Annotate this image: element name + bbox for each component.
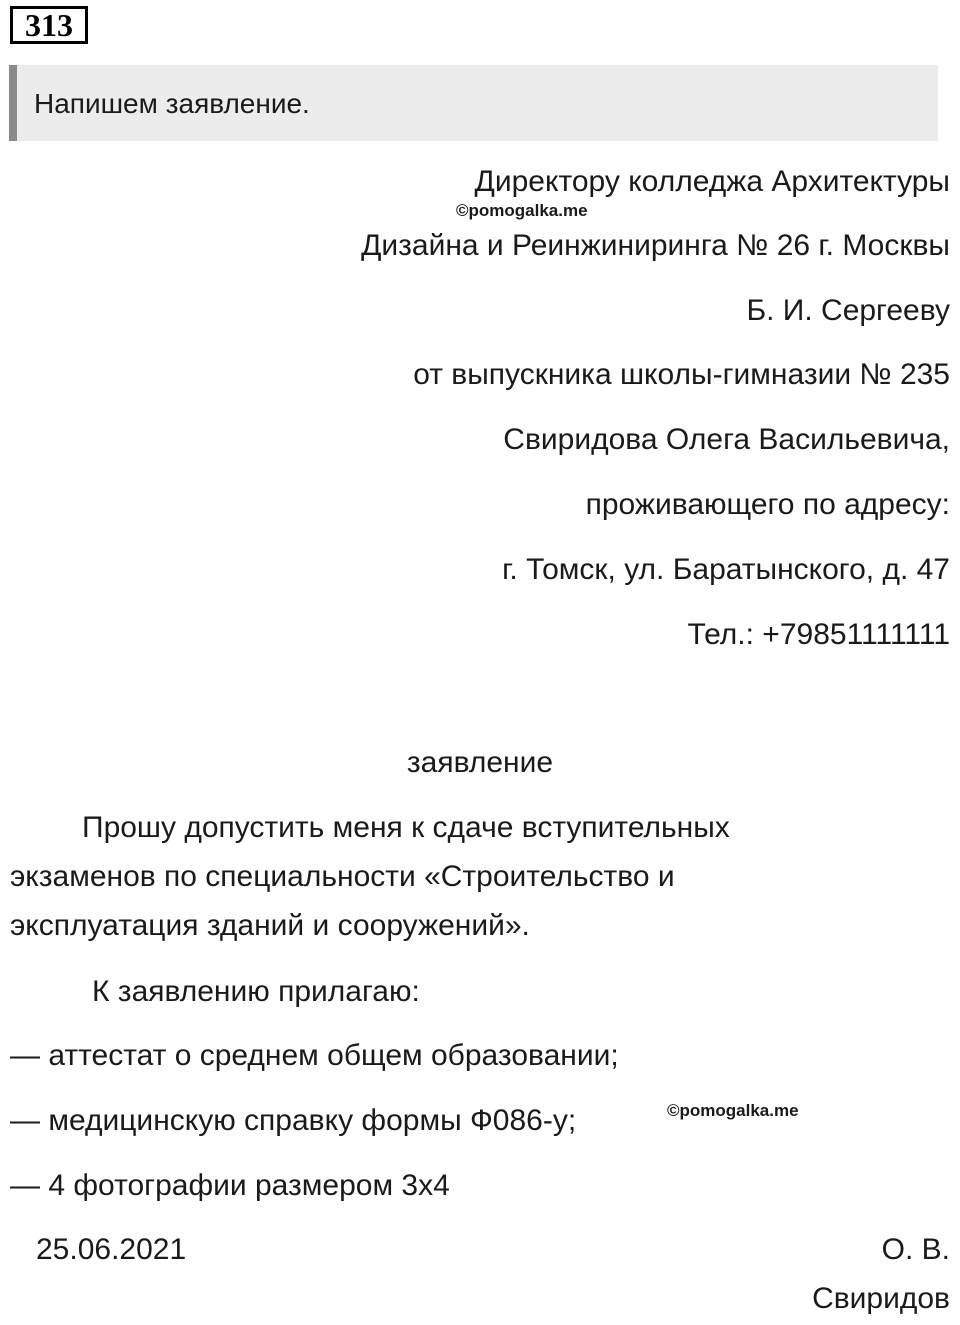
- addressee-name: Б. И. Сергееву: [746, 294, 950, 327]
- body-line-1: Прошу допустить меня к сдаче вступительных: [82, 811, 730, 844]
- document-date: 25.06.2021: [36, 1233, 187, 1266]
- intro-banner: Напишем заявление.: [9, 65, 938, 141]
- signature-initials: О. В.: [881, 1233, 950, 1266]
- attachments-intro: К заявлению прилагаю:: [92, 975, 420, 1008]
- sender-address: г. Томск, ул. Баратынского, д. 47: [502, 553, 950, 586]
- watermark-bottom: ©pomogalka.me: [667, 1101, 799, 1120]
- sender-phone: Тел.: +79851111111: [687, 618, 950, 651]
- sender-name: Свиридова Олега Васильевича,: [503, 423, 950, 456]
- sender-address-label: проживающего по адресу:: [585, 488, 950, 521]
- addressee-line-1: Директору колледжа Архитектуры: [474, 165, 950, 198]
- attachment-item: — медицинскую справку формы Ф086-у;: [10, 1104, 577, 1137]
- attachment-item: — аттестат о среднем общем образовании;: [10, 1039, 619, 1072]
- signature-surname: Свиридов: [812, 1282, 950, 1315]
- body-line-2: экзаменов по специальности «Строительство и: [10, 860, 675, 893]
- sender-line-1: от выпускника школы-гимназии № 235: [413, 358, 950, 391]
- document-title: заявление: [406, 746, 554, 779]
- task-number-badge: 313: [10, 6, 88, 44]
- addressee-line-2: Дизайна и Реинжиниринга № 26 г. Москвы: [361, 229, 950, 262]
- watermark-top: ©pomogalka.me: [456, 201, 588, 220]
- body-line-3: эксплуатация зданий и сооружений».: [10, 909, 530, 942]
- attachment-item: — 4 фотографии размером 3х4: [10, 1169, 450, 1202]
